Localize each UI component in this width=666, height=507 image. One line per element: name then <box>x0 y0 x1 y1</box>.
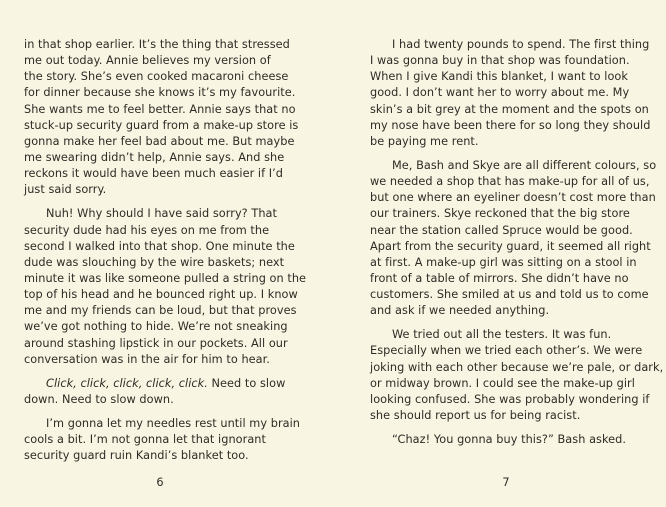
text-line: Especially when we tried each other’s. We were <box>370 344 643 358</box>
paragraph <box>24 37 299 199</box>
text-line: down. Need to slow down. <box>24 392 174 406</box>
paragraph <box>370 37 651 150</box>
text-run: Need to slow <box>207 376 286 390</box>
text-line: I had twenty pounds to spend. The first thing <box>392 38 650 51</box>
text-line: near the station called Spruce would be good. <box>370 223 633 237</box>
text-line: the story. She’s even cooked macaroni cheese <box>24 70 289 84</box>
text-line: joking with each other because we’re pale, or dark, <box>370 360 664 374</box>
text-line: but one where an eyeliner doesn’t cost more than <box>370 191 656 205</box>
text-line: we needed a shop that has make-up for all of us, <box>370 175 650 189</box>
text-line: be paying me rent. <box>370 134 479 148</box>
text-line: I was gonna buy in that shop was foundation. <box>370 54 630 68</box>
text-line: second I walked into that shop. One minute the <box>24 239 295 253</box>
text-line: for dinner because she knows it’s my favourite. <box>24 86 296 100</box>
text-line: She wants me to feel better. Annie says that no <box>24 102 296 116</box>
text-line: front of a table of mirrors. She didn’t have no <box>370 271 629 285</box>
text-line: “Chaz! You gonna buy this?” Bash asked. <box>392 432 627 446</box>
text-line: stuck-up security guard from a make-up store is <box>24 118 299 132</box>
text-line: around stashing lipstick in our pockets. All our <box>24 336 288 350</box>
text-line: looking confused. She was probably wondering if <box>370 392 650 406</box>
text-line: our trainers. Skye reckoned that the big store <box>370 207 630 221</box>
left-page-text <box>24 37 307 472</box>
text-line: gonna make her feel bad about me. But maybe <box>24 134 295 148</box>
text-line: Nuh! Why should I have said sorry? That <box>46 207 277 221</box>
page-number: 7 <box>502 476 510 489</box>
italic-text: Click, click, click, click, click. <box>46 376 208 390</box>
text-line: When I give Kandi this blanket, I want to look <box>370 70 628 84</box>
right-page <box>333 0 666 507</box>
paragraph <box>24 206 307 368</box>
text-line: in that shop earlier. It’s the thing that stressed <box>24 38 290 51</box>
text-line: Apart from the security guard, it seemed all right <box>370 239 651 253</box>
text-line: customers. She smiled at us and told us to come <box>370 288 649 302</box>
text-line: at first. A make-up girl was sitting on a stool in <box>370 255 637 269</box>
paragraph <box>370 158 657 320</box>
text-line: dude was slouching by the wire baskets; next <box>24 255 285 269</box>
text-line: reckons it would have been much easier if I’d <box>24 167 284 181</box>
text-line: minute it was like someone pulled a string on the <box>24 271 307 285</box>
paragraph <box>24 416 301 464</box>
text-line: I’m gonna let my needles rest until my brain <box>46 416 301 430</box>
right-page-text <box>370 37 664 456</box>
text-line: Me, Bash and Skye are all different colours, so <box>392 158 657 172</box>
paragraph <box>370 432 642 448</box>
text-line: just said sorry. <box>24 183 107 197</box>
paragraph <box>24 376 296 408</box>
text-line: me and my friends can be loud, but that proves <box>24 304 297 318</box>
text-line: skin’s a bit grey at the moment and the spots on <box>370 102 649 116</box>
paragraph <box>370 327 664 424</box>
text-line: and ask if we needed anything. <box>370 304 550 318</box>
text-line: conversation was in the air for him to hear. <box>24 352 270 366</box>
text-line: top of his head and he bounced right up. I know <box>24 288 298 302</box>
page-number: 6 <box>156 476 164 489</box>
text-line: security guard ruin Kandi’s blanket too. <box>24 449 249 463</box>
text-line: We tried out all the testers. It was fun. <box>392 328 612 342</box>
text-line: security dude had his eyes on me from the <box>24 223 270 237</box>
text-line: me out today. Annie believes my version of <box>24 54 271 68</box>
text-line: she should report us for being racist. <box>370 409 581 423</box>
text-line: we’ve got nothing to hide. We’re not sneaking <box>24 320 288 334</box>
text-line: my nose have been there for so long they should <box>370 118 651 132</box>
text-line: good. I don’t want her to worry about me. My <box>370 86 630 100</box>
text-line: or midway brown. I could see the make-up girl <box>370 376 635 390</box>
text-line: cools a bit. I’m not gonna let that ignorant <box>24 432 266 446</box>
text-line: me swearing didn’t help, Annie says. And she <box>24 151 285 165</box>
text-line <box>24 376 296 392</box>
